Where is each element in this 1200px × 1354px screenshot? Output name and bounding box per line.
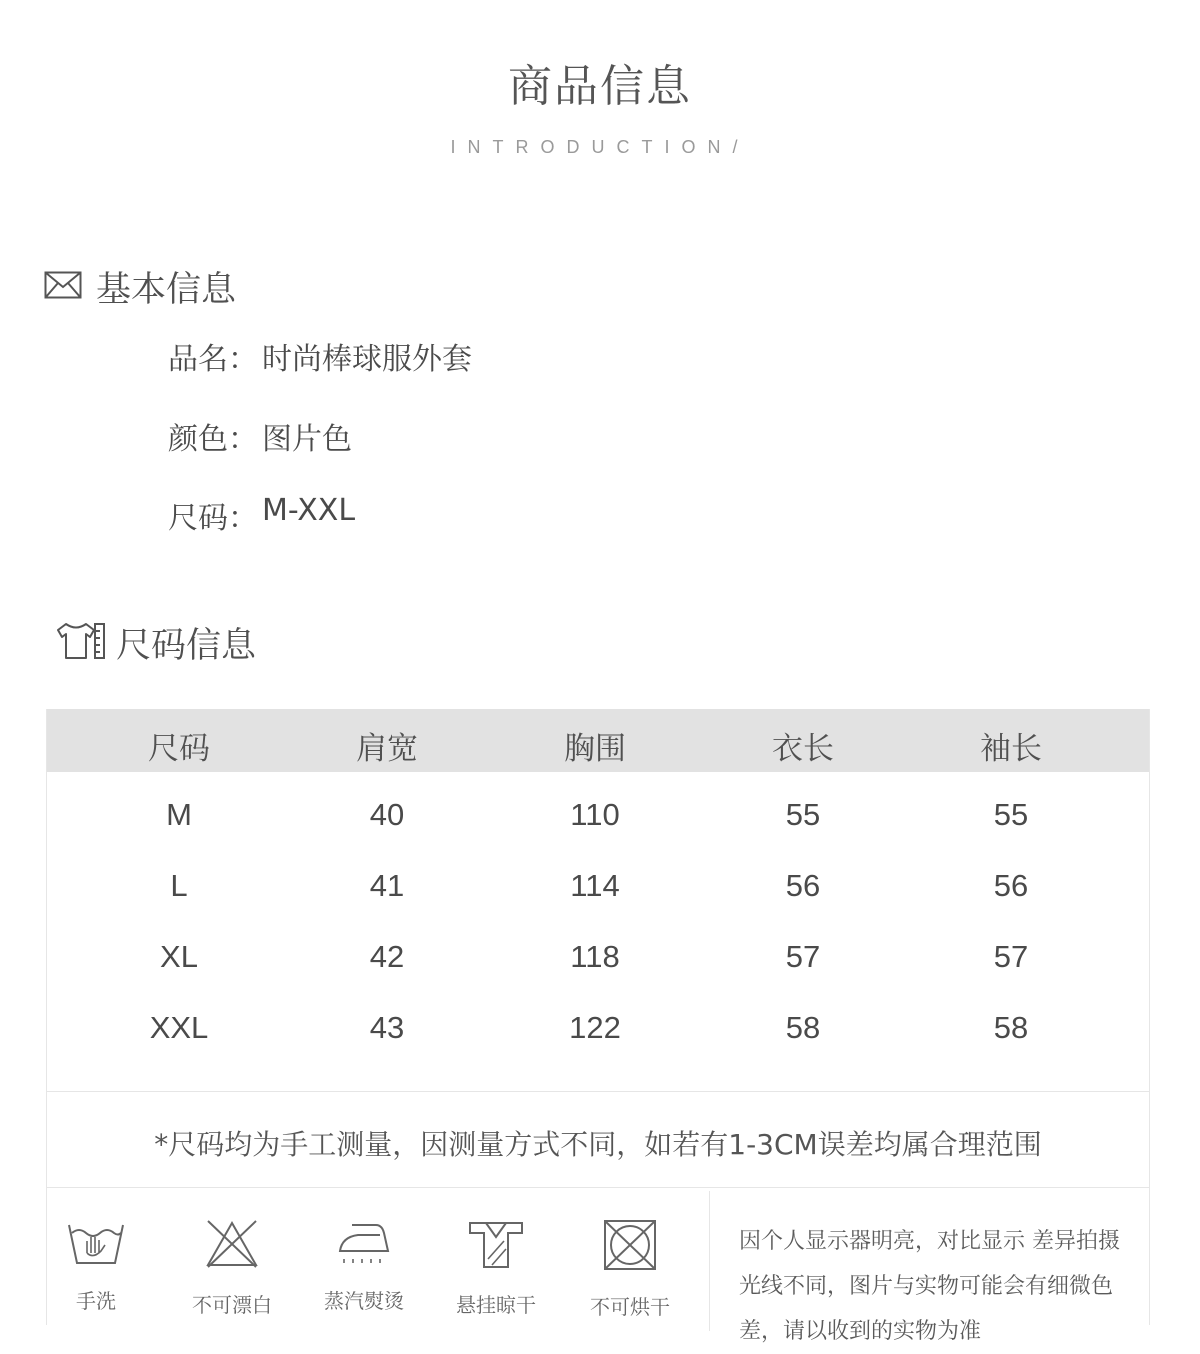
column-header: 肩宽 bbox=[356, 731, 418, 767]
table-cell: 56 bbox=[993, 868, 1029, 903]
no-tumble-dry-icon bbox=[575, 1219, 685, 1271]
envelope-icon bbox=[44, 271, 82, 303]
hang-dry-icon bbox=[441, 1219, 551, 1269]
info-key: 品名： bbox=[168, 342, 258, 377]
table-cell: XL bbox=[160, 939, 198, 974]
info-key: 颜色： bbox=[168, 422, 258, 457]
no-bleach-icon bbox=[177, 1219, 287, 1269]
column-header: 胸围 bbox=[564, 731, 626, 767]
table-cell: 40 bbox=[369, 797, 405, 832]
info-key: 尺码： bbox=[168, 501, 258, 536]
info-row-size bbox=[168, 493, 355, 537]
table-cell: 57 bbox=[993, 939, 1029, 974]
table-cell: 114 bbox=[570, 868, 620, 903]
page-title: 商品信息 bbox=[508, 61, 692, 112]
table-cell: XXL bbox=[149, 1010, 209, 1045]
column-header: 衣长 bbox=[772, 731, 834, 767]
care-item-steam-iron bbox=[309, 1219, 419, 1314]
basic-info-heading-label: 基本信息 bbox=[96, 270, 237, 310]
info-row-color bbox=[168, 414, 352, 458]
info-value: M-XXL bbox=[262, 493, 356, 528]
size-table-header bbox=[47, 709, 1149, 772]
tshirt-ruler-icon bbox=[54, 621, 106, 665]
color-disclaimer: 因个人显示器明亮，对比显示 差异拍摄光线不同，图片与实物可能会有细微色差，请以收到的实物为准 bbox=[739, 1229, 1120, 1344]
size-info-heading-label: 尺码信息 bbox=[116, 626, 257, 666]
table-cell: 43 bbox=[369, 1010, 405, 1045]
steam-iron-icon bbox=[309, 1219, 419, 1265]
column-header: 尺码 bbox=[148, 731, 210, 767]
page-subtitle: INTRODUCTION/ bbox=[450, 137, 750, 157]
table-cell: 110 bbox=[570, 797, 620, 832]
info-value: 时尚棒球服外套 bbox=[262, 342, 472, 377]
table-cell: 57 bbox=[785, 939, 821, 974]
table-cell: L bbox=[170, 868, 188, 903]
table-cell: 58 bbox=[993, 1010, 1029, 1045]
table-cell: 41 bbox=[369, 868, 405, 903]
info-value: 图片色 bbox=[262, 422, 352, 457]
care-label: 蒸汽熨烫 bbox=[324, 1289, 404, 1313]
care-label: 不可烘干 bbox=[590, 1295, 670, 1319]
care-item-no-bleach bbox=[177, 1219, 287, 1318]
table-cell: 118 bbox=[570, 939, 620, 974]
table-cell: 55 bbox=[785, 797, 821, 832]
info-row-product-name bbox=[168, 334, 472, 378]
divider bbox=[47, 1091, 1149, 1092]
basic-info-heading bbox=[44, 262, 236, 312]
table-cell: 58 bbox=[785, 1010, 821, 1045]
hand-wash-icon bbox=[41, 1219, 151, 1265]
table-cell: 55 bbox=[993, 797, 1029, 832]
care-item-hand-wash bbox=[41, 1219, 151, 1314]
care-item-hang-dry bbox=[441, 1219, 551, 1318]
table-cell: 42 bbox=[369, 939, 405, 974]
table-cell: M bbox=[166, 797, 192, 832]
care-label: 不可漂白 bbox=[192, 1293, 272, 1317]
table-cell: 56 bbox=[785, 868, 821, 903]
size-table bbox=[46, 709, 1150, 1344]
table-cell: 122 bbox=[569, 1010, 621, 1045]
size-info-heading bbox=[54, 618, 256, 668]
column-header: 袖长 bbox=[980, 731, 1042, 767]
divider bbox=[709, 1191, 710, 1331]
care-label: 手洗 bbox=[76, 1289, 116, 1313]
divider bbox=[47, 1187, 1149, 1188]
care-item-no-tumble-dry bbox=[575, 1219, 685, 1320]
care-label: 悬挂晾干 bbox=[456, 1293, 536, 1317]
size-note: *尺码均为手工测量，因测量方式不同，如若有1-3CM误差均属合理范围 bbox=[154, 1128, 1042, 1161]
